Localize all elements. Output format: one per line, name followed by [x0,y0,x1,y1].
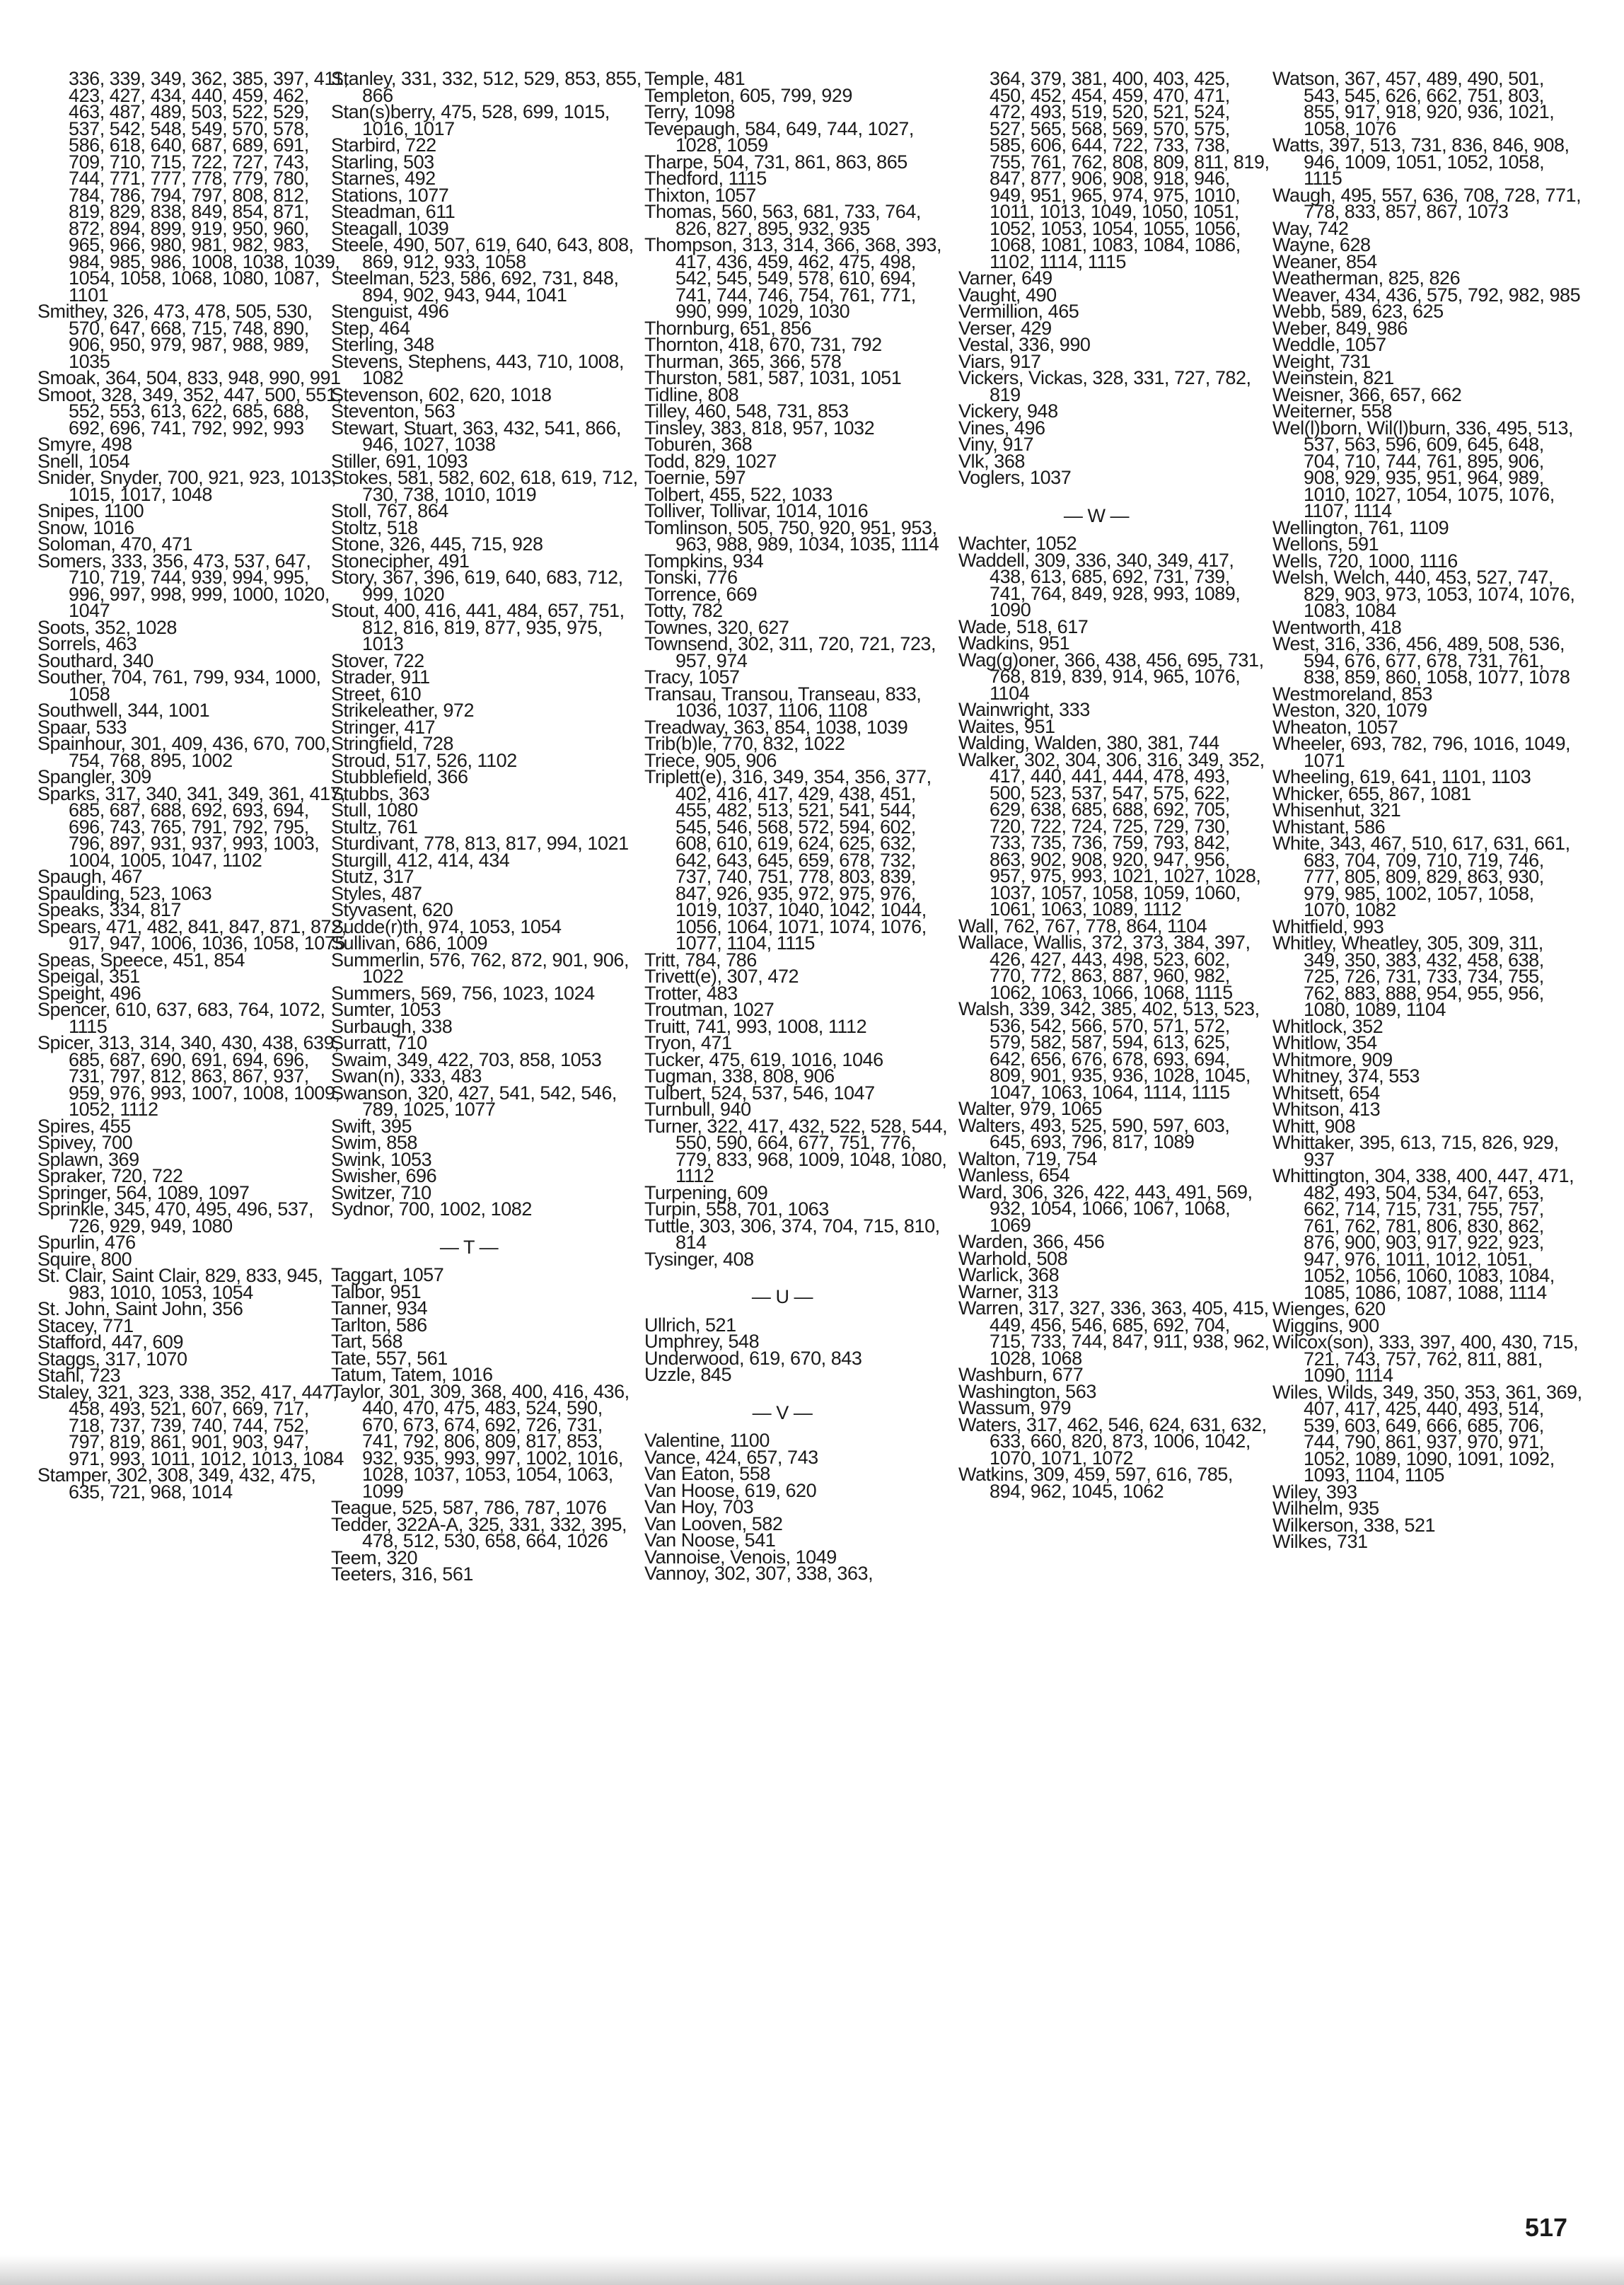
index-entry: Tharpe, 504, 731, 861, 863, 865 [644,151,907,173]
index-entry: Watkins, 309, 459, 597, 616, 785, 894, 962, 1045, 1062 [958,1464,1233,1502]
index-entry: Tanner, 934 [331,1297,428,1319]
index-entry: Turner, 322, 417, 432, 522, 528, 544, 550, 590, 664, 677, 751, 776, 779, 833, 968, 1009, 1048, 1080, 1112 [644,1115,948,1186]
index-entry: Tevepaugh, 584, 649, 744, 1027, 1028, 1059 [644,117,914,156]
index-entry: St. John, Saint John, 356 [37,1298,243,1319]
index-entry: Swan(n), 333, 483 [331,1065,482,1087]
index-entry: Trivett(e), 307, 472 [644,966,799,987]
index-entry: Talbor, 951 [331,1280,422,1302]
index-entry: Stevenson, 602, 620, 1018 [331,383,552,405]
index-entry: Waugh, 495, 557, 636, 708, 728, 771, 778, 833, 857, 867, 1073 [1272,184,1582,222]
index-entry: Vance, 424, 657, 743 [644,1446,818,1468]
index-entry: Spainhour, 301, 409, 436, 670, 700, 754, 768, 895, 1002 [37,733,330,771]
index-entry: Thixton, 1057 [644,184,756,206]
page-bottom-edge [0,2255,1624,2285]
index-entry: Waites, 951 [958,715,1055,737]
index-entry: Whittaker, 395, 613, 715, 826, 929, 937 [1272,1132,1559,1170]
index-entry: Wells, 720, 1000, 1116 [1272,550,1458,572]
index-entry: Soots, 352, 1028 [37,616,177,638]
index-entry: Vickers, Vickas, 328, 331, 727, 782, 819 [958,367,1251,405]
index-entry: Westmoreland, 853 [1272,683,1432,705]
index-entry: Wag(g)oner, 366, 438, 456, 695, 731, 768, 819, 839, 914, 965, 1076, 1104 [958,649,1264,704]
index-entry: Warhold, 508 [958,1247,1068,1269]
index-entry: Spangler, 309 [37,766,151,787]
index-entry: Whitmore, 909 [1272,1048,1393,1070]
index-entry: Sparks, 317, 340, 341, 349, 361, 417, 685, 687, 688, 692, 693, 694, 696, 743, 765, 791, 792, 795, 796, 897, 931, 937, 993, 1003, 1004, 1005, 1047, 1102 [37,782,346,871]
index-entry: Wiggins, 900 [1272,1314,1379,1336]
index-entry: Townsend, 302, 311, 720, 721, 723, 957, 974 [644,633,936,671]
index-entry: Wellington, 761, 1109 [1272,516,1449,538]
index-entry: Wheeler, 693, 782, 796, 1016, 1049, 1071 [1272,733,1571,771]
index-entry: Vaught, 490 [958,284,1057,306]
index-entry: Thornton, 418, 670, 731, 792 [644,334,882,355]
index-entry: Snow, 1016 [37,516,134,538]
index-entry: Teeters, 316, 561 [331,1563,473,1585]
index-entry: Wentworth, 418 [1272,616,1402,638]
index-entry: Staley, 321, 323, 338, 352, 417, 447, 458, 493, 521, 607, 669, 717, 718, 737, 739, 740, 744, 752, 797, 819, 861, 901, 903, 947, 971, 993, 1011, 1012, 1013, 1084 [37,1381,344,1469]
index-entry: Sumter, 1053 [331,999,441,1020]
index-entry: Southard, 340 [37,649,153,671]
index-entry: Smoak, 364, 504, 833, 948, 990, 991 [37,367,341,388]
index-entry: Walton, 719, 754 [958,1147,1097,1169]
index-entry: Thedford, 1115 [644,168,767,189]
index-entry: Whitlow, 354 [1272,1032,1377,1053]
index-entry: Tilley, 460, 548, 731, 853 [644,400,849,422]
index-entry: Thornburg, 651, 856 [644,317,812,339]
index-entry: Weaner, 854 [1272,250,1377,272]
index-entry: Turpin, 558, 701, 1063 [644,1198,829,1220]
index-entry: Snell, 1054 [37,450,130,472]
index-entry: Swisher, 696 [331,1165,437,1186]
index-entry: Sydnor, 700, 1002, 1082 [331,1198,532,1220]
index-entry: Underwood, 619, 670, 843 [644,1347,862,1369]
index-entry: Tomlinson, 505, 750, 920, 951, 953, 963, 988, 989, 1034, 1035, 1114 [644,516,939,555]
section-letter-header: — T — [439,1236,499,1258]
index-entry: Troutman, 1027 [644,999,775,1020]
index-entry: Swink, 1053 [331,1148,432,1170]
section-letter-header: — U — [751,1286,813,1307]
index-entry: Surbaugh, 338 [331,1015,453,1037]
index-column-3 [644,68,956,1584]
index-entry: Weber, 849, 986 [1272,317,1408,339]
index-entry: Tompkins, 934 [644,550,764,572]
index-entry: Spires, 455 [37,1115,131,1137]
index-entry: St. Clair, Saint Clair, 829, 833, 945, 983, 1010, 1053, 1054 [37,1265,323,1303]
index-entry: Thurman, 365, 366, 578 [644,350,842,372]
index-entry: Truitt, 741, 993, 1008, 1112 [644,1015,867,1037]
index-entry: Stevens, Stephens, 443, 710, 1008, 1082 [331,350,625,388]
index-entry: Wadkins, 951 [958,632,1070,654]
index-entry: Soloman, 470, 471 [37,533,193,555]
index-entry: Vines, 496 [958,417,1045,439]
index-entry: Wiley, 393 [1272,1481,1357,1503]
index-entry: Tolbert, 455, 522, 1033 [644,483,833,505]
index-entry: Tart, 568 [331,1331,403,1352]
index-entry: Taggart, 1057 [331,1264,444,1285]
index-entry: Watts, 397, 513, 731, 836, 846, 908, 946, 1009, 1051, 1052, 1058, 1115 [1272,134,1570,189]
index-entry: Styvasent, 620 [331,899,453,920]
index-entry: Tugman, 338, 808, 906 [644,1065,835,1087]
index-entry: Townes, 320, 627 [644,616,789,638]
index-entry: Springer, 564, 1089, 1097 [37,1181,250,1203]
index-entry: Wienges, 620 [1272,1298,1386,1319]
index-entry: Viny, 917 [958,434,1034,455]
index-entry: Weiterner, 558 [1272,400,1392,422]
index-entry: Walter, 979, 1065 [958,1098,1102,1119]
index-column-4 [958,68,1270,1502]
index-entry: Turpening, 609 [644,1181,768,1203]
index-entry: Treadway, 363, 854, 1038, 1039 [644,716,908,738]
index-entry: Walters, 493, 525, 590, 597, 603, 645, 693, 796, 817, 1089 [958,1114,1230,1152]
index-entry: Stafford, 447, 609 [37,1331,184,1353]
index-entry: Wallace, Wallis, 372, 373, 384, 397, 426, 427, 443, 498, 523, 602, 770, 772, 863, 887, 960, 982, 1062, 1063, 1066, 1068, 1115 [958,932,1251,1003]
index-entry: Tinsley, 383, 818, 957, 1032 [644,417,875,439]
index-entry: Starnes, 492 [331,168,436,189]
index-entry: Vermillion, 465 [958,301,1079,322]
index-entry: Stringer, 417 [331,716,436,738]
index-entry: Weatherman, 825, 826 [1272,267,1461,289]
index-entry: Wilcox(son), 333, 397, 400, 430, 715, 721, 743, 757, 762, 811, 881, 1090, 1114 [1272,1331,1579,1386]
index-entry: Vannoise, Venois, 1049 [644,1546,837,1568]
index-entry: Speight, 496 [37,982,141,1004]
index-entry: Styles, 487 [331,882,422,904]
index-entry: Whitley, Wheatley, 305, 309, 311, 349, 350, 383, 432, 458, 638, 725, 726, 731, 733, 734, 755, 762, 883, 888, 954, 955, 956, 1080, 1089, 1104 [1272,932,1544,1020]
index-entry: Weddle, 1057 [1272,334,1386,355]
index-entry: Teem, 320 [331,1546,418,1568]
index-entry: Stoll, 767, 864 [331,500,448,521]
index-entry: Templeton, 605, 799, 929 [644,84,852,106]
index-entry: Wheeling, 619, 641, 1101, 1103 [1272,766,1531,787]
index-entry: Sterling, 348 [331,334,434,355]
index-entry: Staggs, 317, 1070 [37,1348,187,1370]
index-entry: Terry, 1098 [644,101,736,122]
index-entry: Van Noose, 541 [644,1529,776,1551]
index-entry: Sturdivant, 778, 813, 817, 994, 1021 [331,833,629,854]
index-entry: Ullrich, 521 [644,1314,736,1336]
index-entry: Sorrels, 463 [37,633,137,654]
index-entry: Tate, 557, 561 [331,1347,448,1369]
index-entry: Toernie, 597 [644,467,746,488]
index-entry: Van Hoy, 703 [644,1496,754,1517]
index-entry: Valentine, 1100 [644,1430,770,1451]
index-entry: Weisner, 366, 657, 662 [1272,383,1462,405]
index-entry: Vickery, 948 [958,400,1058,422]
index-entry: Thomas, 560, 563, 681, 733, 764, 826, 827, 895, 932, 935 [644,201,921,239]
index-entry: Whitlock, 352 [1272,1015,1384,1037]
index-column-5 [1272,68,1584,1552]
index-entry: Trotter, 483 [644,982,738,1004]
index-entry: Vannoy, 302, 307, 338, 363, [644,1563,874,1584]
index-entry: Stonecipher, 491 [331,550,470,572]
index-entry: Surratt, 710 [331,1032,427,1053]
index-entry: Stringfield, 728 [331,733,453,754]
index-entry: West, 316, 336, 456, 489, 508, 536, 594, 676, 677, 678, 731, 761, 838, 859, 860, 1058, 1077, 1078 [1272,633,1570,688]
index-entry: Spaugh, 467 [37,866,143,887]
index-entry: White, 343, 467, 510, 617, 631, 661, 683, 704, 709, 710, 719, 746, 777, 805, 809, 829, 863, 930, 979, 985, 1002, 1057, 1058, 1070, 1082 [1272,833,1570,920]
index-entry: Snider, Snyder, 700, 921, 923, 1013, 1015, 1017, 1048 [37,467,337,505]
index-entry: Totty, 782 [644,600,723,621]
index-entry: Weaver, 434, 436, 575, 792, 982, 985 [1272,284,1581,306]
index-entry: Van Eaton, 558 [644,1463,770,1484]
index-entry: Tuttle, 303, 306, 374, 704, 715, 810, 814 [644,1215,940,1253]
index-entry: Wade, 518, 617 [958,615,1089,637]
index-entry: Story, 367, 396, 619, 640, 683, 712, 999, 1020 [331,567,623,605]
index-entry: Wayne, 628 [1272,234,1371,255]
index-entry: Whitson, 413 [1272,1099,1381,1120]
index-entry: Wainwright, 333 [958,699,1090,720]
index-entry: Stubbs, 363 [331,782,430,804]
index-entry: Speaks, 334, 817 [37,899,181,920]
index-entry: Steele, 490, 507, 619, 640, 643, 808, 869, 912, 933, 1058 [331,234,634,272]
index-entry: Transau, Transou, Transeau, 833, 1036, 1037, 1106, 1108 [644,683,922,721]
index-entry: Stahl, 723 [37,1365,121,1386]
index-entry: Whitt, 908 [1272,1115,1356,1137]
index-entry: Steagall, 1039 [331,217,449,239]
index-entry: Webb, 589, 623, 625 [1272,301,1444,322]
index-entry: Tarlton, 586 [331,1314,427,1336]
index-entry: Summers, 569, 756, 1023, 1024 [331,982,595,1004]
index-entry: Van Hoose, 619, 620 [644,1479,817,1501]
index-entry: Waddell, 309, 336, 340, 349, 417, 438, 613, 685, 692, 731, 739, 741, 764, 849, 928, 993, 1089, 1090 [958,549,1241,620]
index-entry: Whitfield, 993 [1272,915,1384,937]
index-column-1 [37,68,349,1503]
index-entry: Verser, 429 [958,317,1052,339]
index-entry: Smoot, 328, 349, 352, 447, 500, 551, 552, 553, 613, 622, 685, 688, 692, 696, 741, 792, 992, 993 [37,383,342,439]
index-entry: Whitsett, 654 [1272,1082,1380,1104]
index-entry: Wilhelm, 935 [1272,1498,1379,1519]
index-entry: Weight, 731 [1272,350,1371,372]
index-entry: Strikeleather, 972 [331,700,475,721]
index-entry: Starbird, 722 [331,134,436,156]
index-entry: Spears, 471, 482, 841, 847, 871, 872, 917, 947, 1006, 1036, 1058, 1075 [37,915,347,954]
index-entry: Splawn, 369 [37,1148,139,1170]
index-entry: Stull, 1080 [331,799,418,821]
index-entry: Stiller, 691, 1093 [331,450,468,472]
index-entry: Tryon, 471 [644,1032,732,1053]
index-entry: Viars, 917 [958,350,1041,372]
index-entry: Smithey, 326, 473, 478, 505, 530, 570, 647, 668, 715, 748, 890, 906, 950, 979, 987, 988, 989, 1035 [37,301,313,372]
index-entry: Whittington, 304, 338, 400, 447, 471, 482, 493, 504, 534, 647, 653, 662, 714, 715, 731, 755, 757, 761, 762, 781, 806, 830, 862, 876, 900, 903, 917, 922, 923, 947, 976, 1011, 1012, 1051, 1052, 1056, 1060, 1083, 1084, 1085, 1086, 1087, 1088, 1114 [1272,1165,1574,1303]
index-entry: Summerlin, 576, 762, 872, 901, 906, 1022 [331,949,630,987]
index-entry: Tidline, 808 [644,383,739,405]
index-entry: Stroud, 517, 526, 1102 [331,749,517,771]
index-entry: Wachter, 1052 [958,533,1077,554]
index-entry: Wiles, Wilds, 349, 350, 353, 361, 369, 407, 417, 425, 440, 493, 514, 539, 603, 649, 666, 685, 706, 744, 790, 861, 937, 970, 971, 1052, 1089, 1090, 1091, 1092, 1093, 1104, 1105 [1272,1381,1582,1486]
index-entry: Trib(b)le, 770, 832, 1022 [644,733,845,754]
index-entry: Spraker, 720, 722 [37,1165,183,1186]
index-entry: Spencer, 610, 637, 683, 764, 1072, 1115 [37,999,325,1037]
section-letter-header: — V — [752,1401,813,1423]
index-entry: Tatum, Tatem, 1016 [331,1364,493,1385]
index-entry: Squire, 800 [37,1248,132,1270]
index-entry: Teague, 525, 587, 786, 787, 1076 [331,1497,607,1518]
index-entry: Stacey, 771 [37,1314,134,1336]
index-entry: Weinstein, 821 [1272,367,1394,388]
index-entry: Spicer, 313, 314, 340, 430, 438, 639, 685, 687, 690, 691, 694, 696, 731, 797, 812, 863, 867, 937, 959, 976, 993, 1007, 1008, 1009, 1052, 1112 [37,1032,340,1120]
index-entry: Stanley, 331, 332, 512, 529, 853, 855, 866 [331,68,642,106]
index-entry: Whisenhut, 321 [1272,799,1401,821]
index-entry: Warren, 317, 327, 336, 363, 405, 415, 449, 456, 546, 685, 692, 704, 715, 733, 744, 847, 911, 938, 962, 1028, 1068 [958,1297,1270,1369]
index-entry: Welsh, Welch, 440, 453, 527, 747, 829, 903, 973, 1053, 1074, 1076, 1083, 1084 [1272,567,1575,621]
index-entry: Vlk, 368 [958,450,1025,472]
index-entry: Street, 610 [331,683,422,705]
index-entry: Ward, 306, 326, 422, 443, 491, 569, 932, 1054, 1066, 1067, 1068, 1069 [958,1181,1253,1236]
index-entry: Umphrey, 548 [644,1331,760,1352]
index-entry: Whistant, 586 [1272,816,1386,838]
index-entry: Stover, 722 [331,649,424,671]
index-entry: Tulbert, 524, 537, 546, 1047 [644,1082,875,1104]
index-entry: Whicker, 655, 867, 1081 [1272,782,1471,804]
index-entry: Spivey, 700 [37,1132,133,1153]
index-entry: Walker, 302, 304, 306, 316, 349, 352, 417, 440, 441, 444, 478, 493, 500, 523, 537, 547, 575, 622, 629, 638, 685, 688, 692, 705, 720, 722, 724, 725, 729, 730, 733, 735, 736, 759, 793, 842, 863, 902, 908, 920, 947, 956, 957, 975, 993, 1021, 1027, 1028, 1037, 1057, 1058, 1059, 1060, 1061, 1063, 1089, 1112 [958,748,1265,920]
index-entry: Triplett(e), 316, 349, 354, 356, 377, 402, 416, 417, 429, 438, 451, 455, 482, 513, 521, 541, 544, 545, 546, 568, 572, 594, 602, 608, 610, 619, 624, 625, 632, 642, 643, 645, 659, 678, 732, 737, 740, 751, 778, 803, 839, 847, 926, 935, 972, 975, 976, 1019, 1037, 1040, 1042, 1044, 1056, 1064, 1071, 1074, 1076, 1077, 1104, 1115 [644,766,932,954]
index-entry: Wall, 762, 767, 778, 864, 1104 [958,915,1207,937]
index-entry: Uzzle, 845 [644,1364,732,1385]
index-entry: Stultz, 761 [331,816,418,838]
index-entry: Walsh, 339, 342, 385, 402, 513, 523, 536, 542, 566, 570, 571, 572, 579, 582, 587, 594, 613, 625, 642, 656, 676, 678, 693, 694, 809, 901, 935, 936, 1028, 1045, 1047, 1063, 1064, 1114, 1115 [958,998,1260,1103]
index-entry: Tolliver, Tollivar, 1014, 1016 [644,500,869,521]
index-entry: Thompson, 313, 314, 366, 368, 393, 417, 436, 459, 462, 475, 498, 542, 545, 549, 578, 610, 694, 741, 744, 746, 754, 761, 771, 990, 999, 1029, 1030 [644,234,942,322]
index-entry: Stutz, 317 [331,866,414,887]
index-entry: Weston, 320, 1079 [1272,700,1427,721]
index-entry: Vestal, 336, 990 [958,334,1091,355]
index-entry: Tucker, 475, 619, 1016, 1046 [644,1048,883,1070]
index-entry: Tritt, 784, 786 [644,949,757,971]
index-entry-continued: 364, 379, 381, 400, 403, 425, 450, 452, 454, 459, 470, 471, 472, 493, 519, 520, 521, 524, 527, 565, 568, 569, 570, 575, 585, 606, 644, 722, 733, 738, 755, 761, 762, 808, 809, 811, 819, 847, 877, 906, 908, 918, 946, 949, 951, 965, 974, 975, 1010, 1011, 1013, 1049, 1050, 1051, 1052, 1053, 1054, 1055, 1056, 1068, 1081, 1083, 1084, 1086, 1102, 1114, 1115 [990,68,1270,272]
index-entry: Steventon, 563 [331,400,456,422]
index-entry-continued: 336, 339, 349, 362, 385, 397, 411, 423, 427, 434, 440, 459, 462, 463, 487, 489, 503, 522, 529, 537, 542, 548, 549, 570, 578, 586, 618, 640, 687, 689, 691, 709, 710, 715, 722, 727, 743, 744, 771, 777, 778, 779, 780, 784, 786, 794, 797, 808, 812, 819, 829, 838, 849, 854, 871, 872, 894, 899, 919, 950, 960, 965, 966, 980, 981, 982, 983, 984, 985, 986, 1008, 1038, 1039, 1054, 1058, 1068, 1080, 1087, 1101 [69,68,349,306]
index-entry: Stubblefield, 366 [331,766,468,787]
index-entry: Wellons, 591 [1272,533,1379,555]
index-entry: Spurlin, 476 [37,1232,136,1253]
index-entry: Toburen, 368 [644,434,753,455]
index-entry: Sudde(r)th, 974, 1053, 1054 [331,915,562,937]
index-entry: Wanless, 654 [958,1164,1070,1186]
index-entry: Temple, 481 [644,68,746,89]
index-entry: Souther, 704, 761, 799, 934, 1000, 1058 [37,666,321,705]
index-entry: Waters, 317, 462, 546, 624, 631, 632, 633, 660, 820, 873, 1006, 1042, 1070, 1071, 1072 [958,1413,1267,1469]
index-entry: Todd, 829, 1027 [644,450,777,472]
index-entry: Whitney, 374, 553 [1272,1065,1420,1087]
index-entry: Tracy, 1057 [644,666,740,688]
index-entry: Van Looven, 582 [644,1512,783,1534]
index-entry: Tedder, 322A-A, 325, 331, 332, 395, 478, 512, 530, 658, 664, 1026 [331,1513,627,1551]
index-entry: Southwell, 344, 1001 [37,700,210,721]
index-entry: Strader, 911 [331,666,430,688]
index-column-2 [331,68,642,1585]
index-entry: Sullivan, 686, 1009 [331,932,488,954]
index-entry: Stations, 1077 [331,184,449,206]
index-entry: Warden, 366, 456 [958,1231,1105,1252]
index-entry: Stenguist, 496 [331,301,449,322]
index-entry: Torrence, 669 [644,583,758,605]
index-entry: Swaim, 349, 422, 703, 858, 1053 [331,1048,602,1070]
index-entry: Wilkerson, 338, 521 [1272,1514,1436,1536]
index-entry: Stout, 400, 416, 441, 484, 657, 751, 812, 816, 819, 877, 935, 975, 1013 [331,600,625,654]
index-entry: Smyre, 498 [37,434,132,455]
index-entry: Spaulding, 523, 1063 [37,882,212,904]
index-entry: Sturgill, 412, 414, 434 [331,849,510,871]
index-entry: Speas, Speece, 451, 854 [37,949,245,971]
index-entry: Stewart, Stuart, 363, 432, 541, 866, 946, 1027, 1038 [331,417,622,455]
index-entry: Steelman, 523, 586, 692, 731, 848, 894, 902, 943, 944, 1041 [331,267,619,306]
index-entry: Wilkes, 731 [1272,1531,1368,1552]
section-letter-header: — W — [1063,504,1130,526]
index-entry: Wel(l)born, Wil(l)burn, 336, 495, 513, 537, 563, 596, 609, 645, 648, 704, 710, 744, 761, 895, 906, 908, 929, 935, 951, 964, 989, 1010, 1027, 1054, 1075, 1076, 1107, 1114 [1272,417,1574,521]
index-entry: Tysinger, 408 [644,1248,754,1270]
index-entry: Turnbull, 940 [644,1099,751,1120]
index-entry: Stan(s)berry, 475, 528, 699, 1015, 1016, 1017 [331,101,610,139]
index-entry: Walding, Walden, 380, 381, 744 [958,732,1219,753]
index-entry: Switzer, 710 [331,1181,431,1203]
index-entry: Triece, 905, 906 [644,749,777,771]
index-entry: Starling, 503 [331,151,434,173]
index-entry: Speigal, 351 [37,966,140,987]
index-entry: Wassum, 979 [958,1397,1072,1418]
index-entry: Stamper, 302, 308, 349, 432, 475, 635, 721, 968, 1014 [37,1464,316,1503]
index-entry: Wheaton, 1057 [1272,716,1398,738]
index-entry: Somers, 333, 356, 473, 537, 647, 710, 719, 744, 939, 994, 995, 996, 997, 998, 999, 1000, 1020, 1047 [37,550,330,621]
index-entry: Watson, 367, 457, 489, 490, 501, 543, 545, 626, 662, 751, 803, 855, 917, 918, 920, 936, 1021, 1058, 1076 [1272,68,1555,139]
index-entry: Stoltz, 518 [331,516,418,538]
index-entry: Spaar, 533 [37,716,127,738]
index-entry: Tonski, 776 [644,567,738,588]
page-number: 517 [1524,2213,1567,2242]
index-entry: Step, 464 [331,317,410,339]
index-entry: Washburn, 677 [958,1364,1084,1385]
index-entry: Stokes, 581, 582, 602, 618, 619, 712, 730, 738, 1010, 1019 [331,467,638,505]
index-entry: Warner, 313 [958,1280,1059,1302]
index-entry: Swim, 858 [331,1132,417,1153]
index-entry: Swanson, 320, 427, 541, 542, 546, 789, 1025, 1077 [331,1082,617,1120]
index-entry: Varner, 649 [958,267,1052,289]
index-entry: Swift, 395 [331,1115,412,1137]
index-entry: Washington, 563 [958,1380,1096,1402]
index-entry: Snipes, 1100 [37,500,144,521]
index-entry: Sprinkle, 345, 470, 495, 496, 537, 726, 929, 949, 1080 [37,1198,314,1237]
index-entry: Stone, 326, 445, 715, 928 [331,533,543,555]
index-entry: Warlick, 368 [958,1264,1060,1285]
index-entry: Voglers, 1037 [958,467,1072,488]
index-entry: Thurston, 581, 587, 1031, 1051 [644,367,902,388]
index-entry: Taylor, 301, 309, 368, 400, 416, 436, 440, 470, 475, 483, 524, 590, 670, 673, 674, 692, 726, 731, 741, 792, 806, 809, 817, 853, 932, 935, 993, 997, 1002, 1016, 1028, 1037, 1053, 1054, 1063, 1099 [331,1380,630,1502]
index-entry: Steadman, 611 [331,201,456,222]
index-entry: Way, 742 [1272,217,1349,239]
